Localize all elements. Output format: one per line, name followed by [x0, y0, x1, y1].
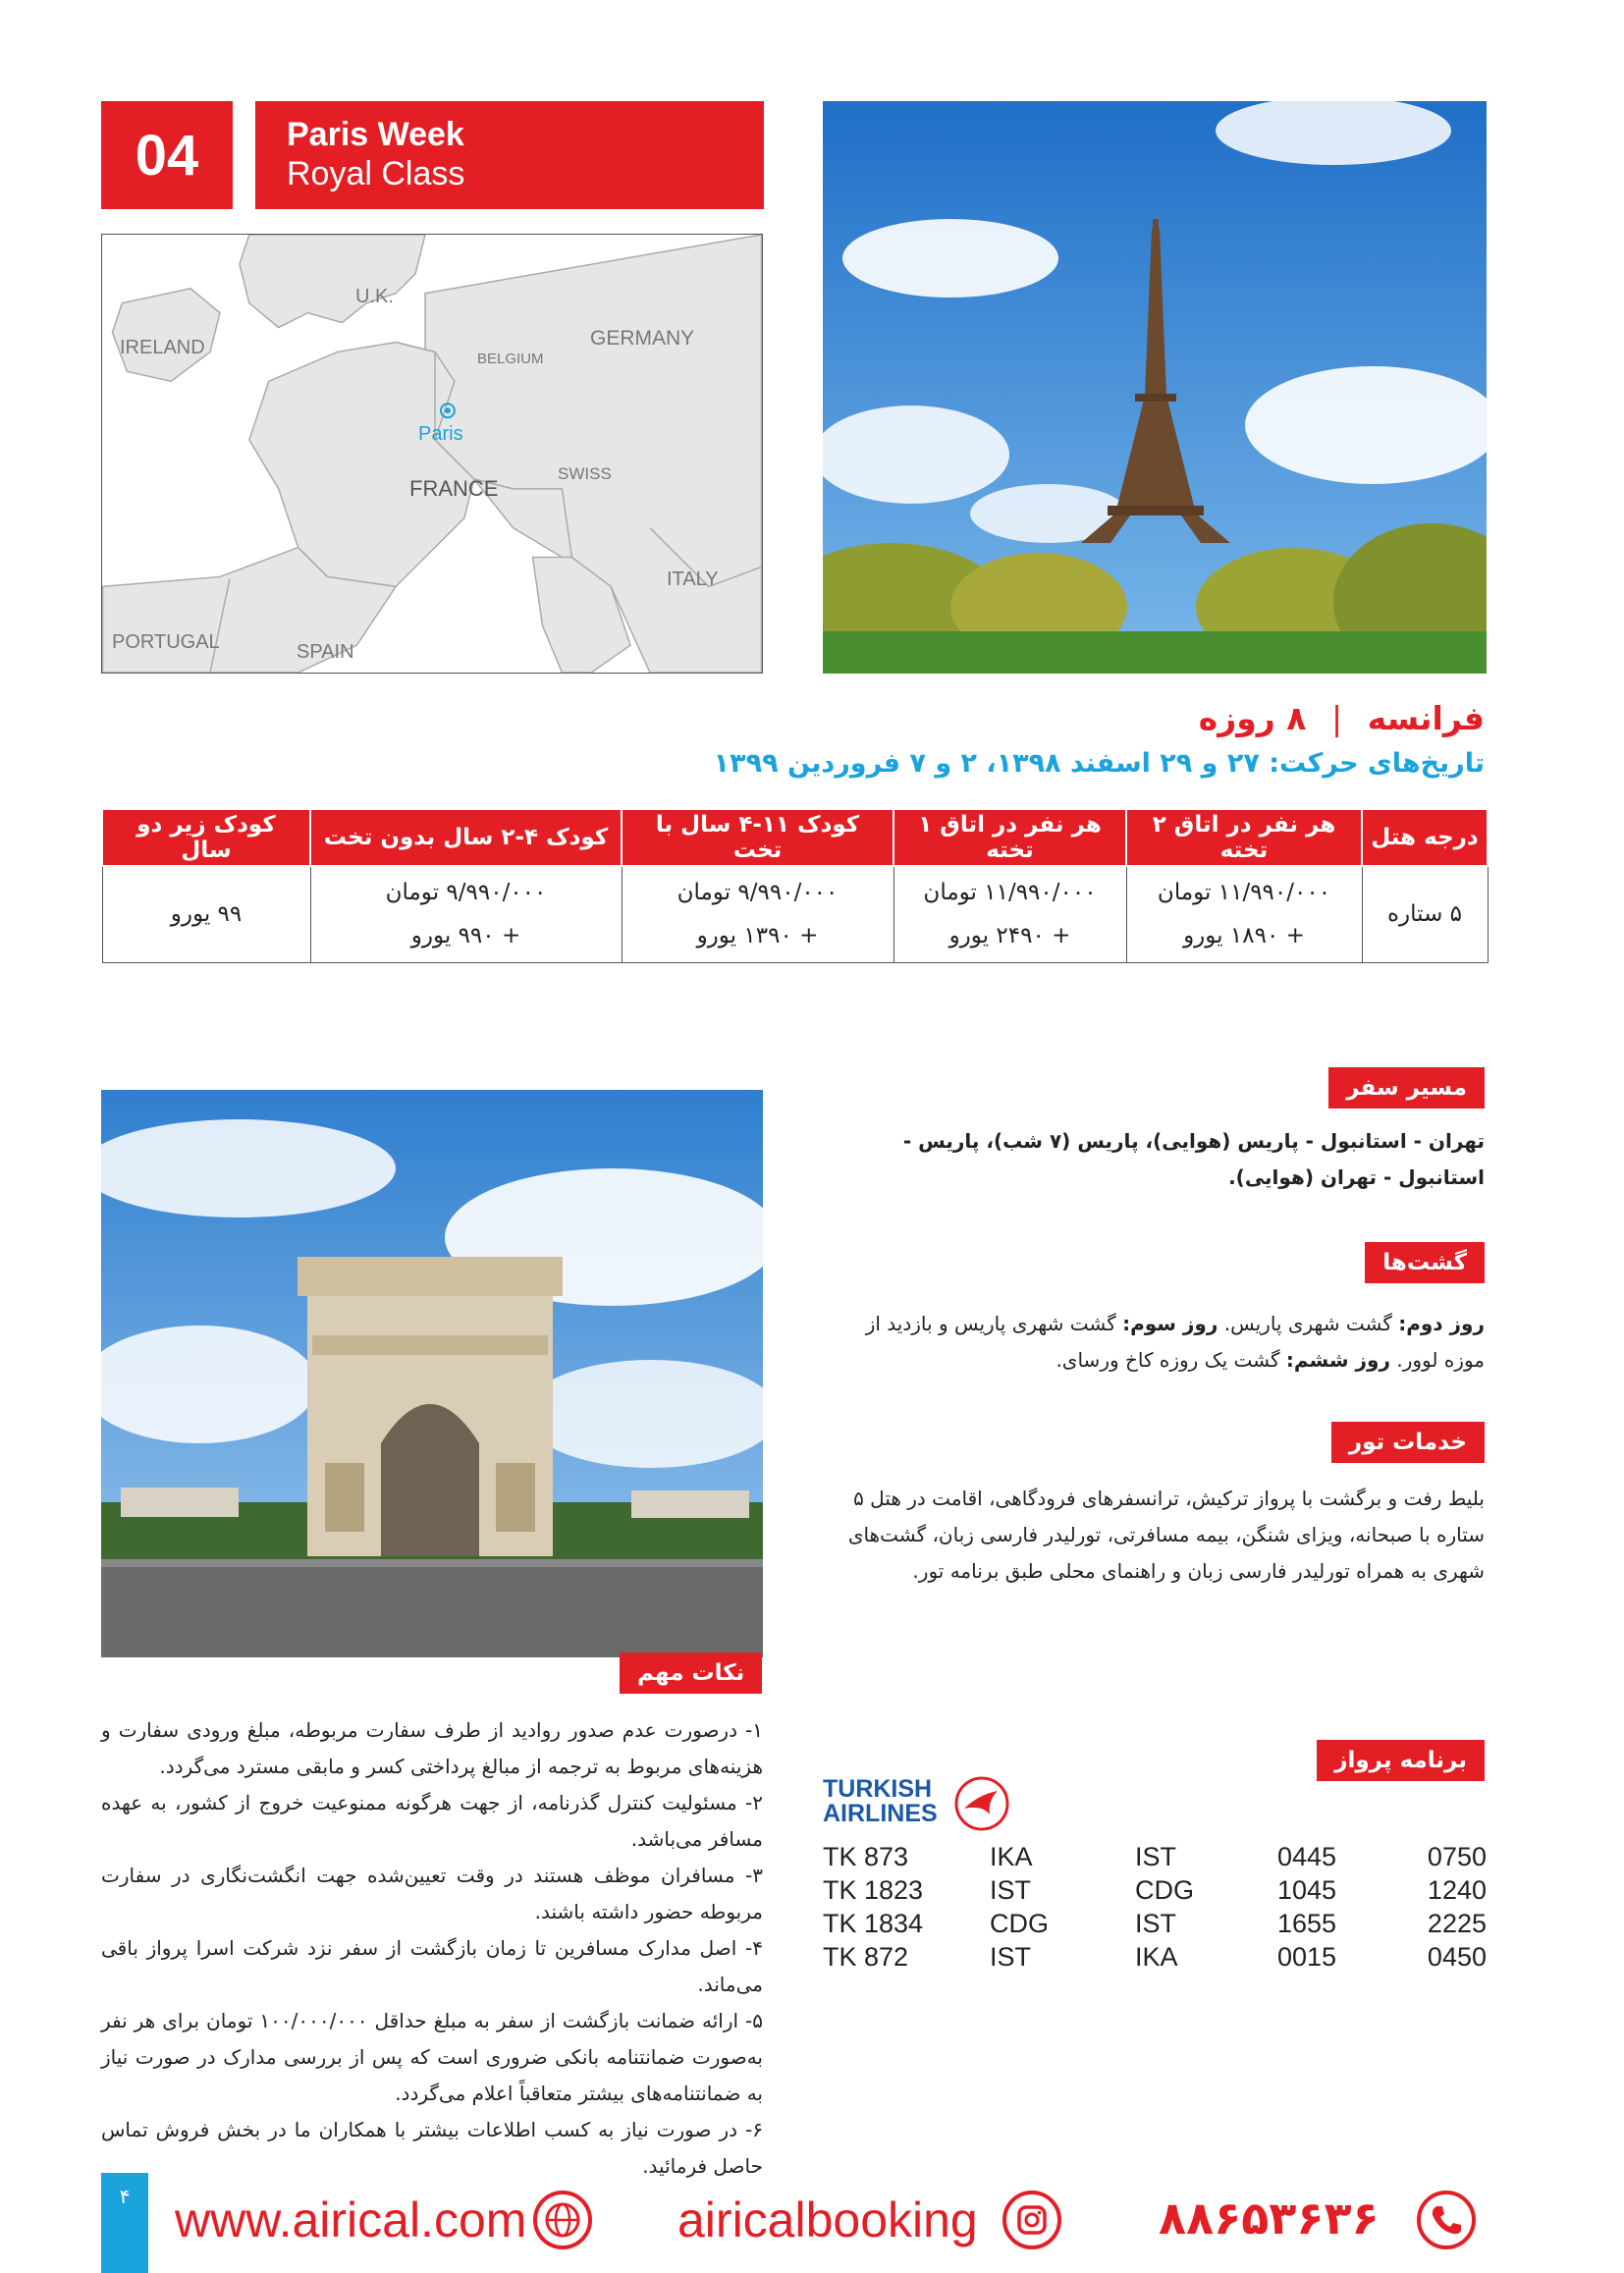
list-item: ۶- در صورت نیاز به کسب اطلاعات بیشتر با همکاران ما در بخش فروش تماس حاصل فرمائید.	[101, 2118, 763, 2178]
header-single-room: هر نفر در اتاق ۱ تخته	[893, 809, 1126, 866]
page-number: ۴	[101, 2173, 148, 2273]
flight-number: TK 1823	[823, 1874, 924, 1905]
tour-title-box	[255, 101, 764, 209]
flight-schedule	[823, 1840, 1487, 1974]
services-section-title: خدمات تور	[1331, 1422, 1485, 1463]
flight-number: TK 1834	[823, 1908, 924, 1938]
flight-to: CDG	[1135, 1874, 1194, 1905]
price-table	[101, 808, 1489, 963]
flight-from: CDG	[990, 1908, 1049, 1938]
instagram-icon	[1001, 2190, 1062, 2250]
map-label-portugal: PORTUGAL	[112, 631, 220, 653]
globe-icon	[532, 2190, 593, 2250]
instagram-handle[interactable]: airicalbooking	[677, 2192, 978, 2247]
header-hotel-grade: درجه هتل	[1362, 809, 1488, 866]
tour-number-badge	[101, 101, 233, 209]
turkish-airlines-bird-icon	[952, 1775, 1011, 1832]
header-child-with-bed: کودک ۱۱-۴ سال با تخت	[622, 809, 893, 866]
eiffel-tower-photo	[823, 101, 1487, 674]
flight-departure: 0445	[1277, 1841, 1337, 1871]
flights-section-title: برنامه پرواز	[1317, 1740, 1485, 1781]
flight-departure: 0015	[1277, 1941, 1337, 1972]
destination-country: فرانسه	[1367, 699, 1485, 737]
tour-number: 04	[135, 123, 199, 188]
cell-child-bed-line1: ۹/۹۹۰/۰۰۰ تومان	[677, 880, 839, 906]
price-table-header-row	[102, 809, 1488, 866]
cell-hotel-grade: ۵ ستاره	[1362, 866, 1488, 962]
flight-departure: 1655	[1277, 1908, 1337, 1938]
map-label-italy: ITALY	[667, 568, 719, 590]
table-row	[823, 1840, 1487, 1873]
tours-section-title: گشت‌ها	[1365, 1242, 1485, 1283]
list-item: ۵- ارائه ضمانت بازگشت از سفر به مبلغ حداقل ۱۰۰/۰۰۰/۰۰۰ تومان برای هر نفر به‌صورت ضمانتنامه بانکی ضروری است که پس از بررسی مدارک در صورت نیاز به ضمانتنامه‌های بیشتر متعاقباً اعلام می‌گردد.	[101, 2009, 764, 2105]
cell-single-room	[893, 866, 1126, 962]
route-text: تهران - استانبول - پاریس (هوایی)، پاریس (۷ شب)، پاریس - استانبول - تهران (هوایی).	[902, 1129, 1485, 1189]
map-label-swiss: SWISS	[558, 464, 612, 483]
map-label-belgium: BELGIUM	[477, 351, 544, 367]
airline-name-line1: TURKISH	[823, 1775, 933, 1803]
table-row	[102, 866, 1488, 962]
flight-from: IKA	[990, 1841, 1033, 1871]
cell-infant: ۹۹ یورو	[102, 866, 310, 962]
cell-single-line2: + ۲۴۹۰ یورو	[948, 923, 1071, 949]
flight-from: IST	[990, 1941, 1032, 1972]
map-label-paris: Paris	[418, 423, 463, 445]
tour-title-line1: Paris Week	[287, 116, 464, 153]
flight-arrival: 2225	[1427, 1908, 1487, 1938]
header-double-room: هر نفر در اتاق ۲ تخته	[1126, 809, 1362, 866]
table-row	[823, 1907, 1487, 1940]
airline-name-line2: AIRLINES	[823, 1800, 938, 1827]
list-item: ۴- اصل مدارک مسافرین تا زمان بازگشت از سفر نزد شرکت اسرا پرواز باقی می‌ماند.	[101, 1936, 763, 1996]
tours-day6-text: گشت یک روزه کاخ ورسای.	[1056, 1348, 1286, 1372]
map-label-germany: GERMANY	[590, 327, 695, 350]
tours-day6-label: روز ششم:	[1285, 1348, 1390, 1372]
notes-section-title: نکات مهم	[620, 1652, 762, 1694]
flight-from: IST	[990, 1874, 1032, 1905]
services-text: بلیط رفت و برگشت با پرواز ترکیش، ترانسفرهای فرودگاهی، اقامت در هتل ۵ ستاره با صبحانه، ویزای شنگن، بیمه مسافرتی، تورلیدر فارسی زبان، گشت‌های شهری به همراه تورلیدر فارسی زبان و راهنمای محلی طبق برنامه تور.	[847, 1487, 1485, 1583]
tours-day3-label: روز سوم:	[1122, 1312, 1218, 1335]
flight-number: TK 872	[823, 1941, 909, 1972]
destination-separator: |	[1330, 699, 1343, 737]
table-row	[823, 1873, 1487, 1907]
arc-de-triomphe-photo	[101, 1090, 763, 1657]
tours-text	[823, 1306, 1485, 1379]
tour-title-line2: Royal Class	[287, 155, 465, 192]
phone-number[interactable]: ۸۸۶۵۳۶۳۶	[1159, 2192, 1380, 2245]
cell-double-line1: ۱۱/۹۹۰/۰۰۰ تومان	[1157, 880, 1331, 906]
flight-arrival: 0750	[1427, 1841, 1487, 1871]
flight-to: IST	[1135, 1841, 1177, 1871]
flight-departure: 1045	[1277, 1874, 1337, 1905]
destination-duration: ۸ روزه	[1198, 699, 1307, 737]
departure-dates: تاریخ‌های حرکت: ۲۷ و ۲۹ اسفند ۱۳۹۸، ۲ و ۷ فروردین ۱۳۹۹	[713, 748, 1485, 779]
notes-list	[101, 1712, 763, 2185]
table-row	[823, 1940, 1487, 1974]
route-section-title: مسیر سفر	[1328, 1067, 1485, 1109]
header-infant: کودک زیر دو سال	[102, 809, 310, 866]
cell-single-line1: ۱۱/۹۹۰/۰۰۰ تومان	[923, 880, 1097, 906]
tours-day2-text: گشت شهری پاریس.	[1218, 1312, 1399, 1335]
cell-child-nobed-line1: ۹/۹۹۰/۰۰۰ تومان	[385, 880, 547, 906]
list-item: ۲- مسئولیت کنترل گذرنامه، از جهت هرگونه ممنوعیت خروج از کشور، به عهده مسافر می‌باشد.	[101, 1791, 763, 1851]
map-label-france: FRANCE	[409, 476, 499, 501]
website-link[interactable]: www.airical.com	[175, 2192, 527, 2247]
flight-to: IST	[1135, 1908, 1177, 1938]
turkish-airlines-logo	[823, 1775, 1019, 1834]
phone-icon	[1416, 2190, 1477, 2250]
header-child-without-bed: کودک ۴-۲ سال بدون تخت	[310, 809, 622, 866]
map-label-uk: U.K.	[355, 286, 394, 307]
cell-double-line2: + ۱۸۹۰ یورو	[1183, 923, 1305, 949]
cell-child-bed-line2: + ۱۳۹۰ یورو	[696, 923, 819, 949]
flight-to: IKA	[1135, 1941, 1178, 1972]
tours-day3-text: گشت شهری پاریس و بازدید از موزه لوور.	[865, 1312, 1485, 1372]
cell-child-nobed-line2: + ۹۹۰ یورو	[410, 923, 521, 949]
flight-number: TK 873	[823, 1841, 909, 1871]
list-item: ۳- مسافران موظف هستند در وقت تعیین‌شده جهت انگشت‌نگاری در سفارت مربوطه حضور داشته باشند.	[101, 1864, 763, 1923]
tours-day2-label: روز دوم:	[1398, 1312, 1485, 1335]
cell-child-without-bed	[310, 866, 622, 962]
europe-map	[101, 234, 763, 674]
destination-heading	[1199, 699, 1485, 737]
map-label-ireland: IRELAND	[120, 337, 205, 358]
cell-child-with-bed	[622, 866, 893, 962]
cell-double-room	[1126, 866, 1362, 962]
map-label-spain: SPAIN	[297, 641, 354, 663]
list-item: ۱- درصورت عدم صدور روادید از طرف سفارت مربوطه، مبلغ ورودی سفارت و هزینه‌های مربوط به ترجمه از مبالغ پرداختی کسر و مابقی مسترد می‌گردد.	[101, 1718, 763, 1778]
flight-arrival: 1240	[1427, 1874, 1487, 1905]
flight-arrival: 0450	[1427, 1941, 1487, 1972]
